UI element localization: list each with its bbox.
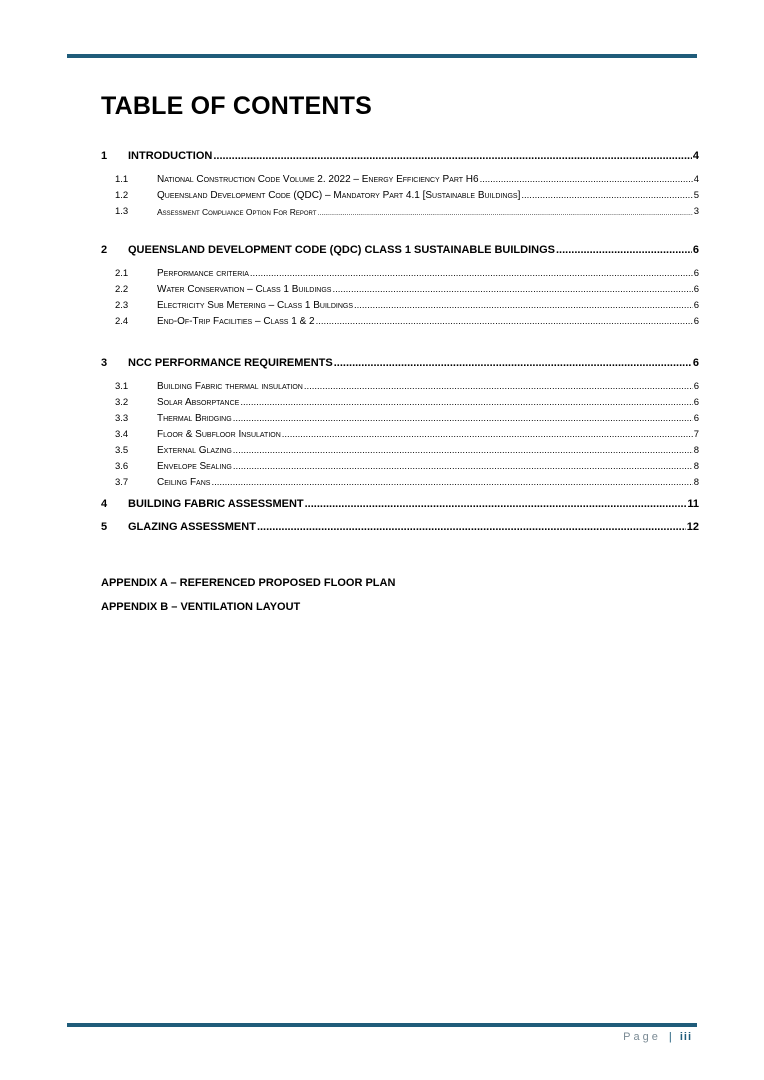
footer-page-number: iii (679, 1031, 692, 1043)
toc-number: 3.5 (115, 445, 129, 456)
toc-label: Ceiling Fans (157, 477, 211, 488)
toc-page: 5 (693, 190, 699, 201)
header-rule (67, 54, 697, 58)
toc-label: Solar Absorptance (157, 397, 240, 408)
toc-entry-3-5[interactable] (101, 445, 699, 456)
toc-leader (240, 397, 692, 408)
toc-page: 6 (693, 381, 699, 392)
toc-label: Electricity Sub Metering – Class 1 Buildings (157, 300, 353, 311)
toc-page: 4 (693, 174, 699, 185)
toc-leader (211, 477, 692, 488)
toc-label: INTRODUCTION (128, 150, 213, 162)
toc-label: Queensland Development Code (QDC) – Mandatory Part 4.1 [Sustainable Buildings] (157, 190, 521, 201)
toc-entry-3-6[interactable] (101, 461, 699, 472)
toc-label: Envelope Sealing (157, 461, 232, 472)
toc-label: External Glazing (157, 445, 232, 456)
toc-entry-1-1[interactable] (101, 174, 699, 185)
toc-leader (334, 357, 692, 369)
toc-entry-3-7[interactable] (101, 477, 699, 488)
toc-leader (317, 210, 692, 217)
toc-entry-5[interactable] (101, 521, 699, 533)
toc-entry-3[interactable] (101, 357, 699, 369)
footer-separator: | (668, 1031, 672, 1043)
toc-number: 5 (101, 521, 108, 533)
toc-leader (316, 316, 693, 327)
toc-page: 8 (693, 477, 699, 488)
toc-label: National Construction Code Volume 2. 2022 – Energy Efficiency Part H6 (157, 174, 479, 185)
toc-entry-3-4[interactable] (101, 429, 699, 440)
toc-label: Thermal Bridging (157, 413, 232, 424)
toc-entry-1-2[interactable] (101, 190, 699, 201)
toc-entry-1-3[interactable] (101, 206, 699, 217)
toc-number: 3 (101, 357, 108, 369)
toc-entry-3-3[interactable] (101, 413, 699, 424)
toc-entry-2-4[interactable] (101, 316, 699, 327)
toc-entry-4[interactable] (101, 498, 699, 510)
toc-leader (480, 174, 693, 185)
toc-label: Assessment Compliance Option For Report (157, 207, 317, 217)
toc-label: GLAZING ASSESSMENT (128, 521, 256, 533)
toc-page: 4 (692, 150, 699, 162)
toc-number: 3.1 (115, 381, 129, 392)
toc-leader (213, 150, 692, 162)
toc-number: 2 (101, 244, 108, 256)
toc-leader (521, 190, 692, 201)
toc-leader (332, 284, 692, 295)
toc-page: 6 (693, 300, 699, 311)
toc-entry-2-3[interactable] (101, 300, 699, 311)
toc-leader (354, 300, 693, 311)
toc-number: 1 (101, 150, 108, 162)
toc-leader (250, 268, 693, 279)
footer-page-word: Page (623, 1031, 661, 1043)
toc-entry-2-1[interactable] (101, 268, 699, 279)
toc-page: 6 (693, 284, 699, 295)
toc-number: 2.4 (115, 316, 129, 327)
toc-number: 3.7 (115, 477, 129, 488)
toc-label: Floor & Subfloor Insulation (157, 429, 281, 440)
toc-number: 4 (101, 498, 108, 510)
toc-entry-2-2[interactable] (101, 284, 699, 295)
toc-leader (304, 381, 693, 392)
toc-page: 11 (687, 498, 699, 510)
toc-page: 12 (686, 521, 699, 533)
toc-entry-3-1[interactable] (101, 381, 699, 392)
toc-leader (556, 244, 692, 256)
toc-label: End-Of-Trip Facilities – Class 1 & 2 (157, 316, 315, 327)
toc-page: 6 (693, 413, 699, 424)
toc-number: 2.1 (115, 268, 129, 279)
toc-leader (282, 429, 693, 440)
toc-label: Performance criteria (157, 268, 249, 279)
toc-entry-1[interactable] (101, 150, 699, 162)
toc-label: QUEENSLAND DEVELOPMENT CODE (QDC) CLASS 1 SUSTAINABLE BUILDINGS (128, 244, 555, 256)
toc-label: Water Conservation – Class 1 Buildings (157, 284, 332, 295)
toc-page: 6 (693, 397, 699, 408)
toc-page: 3 (693, 206, 699, 217)
toc-number: 3.2 (115, 397, 129, 408)
toc-leader (233, 461, 693, 472)
toc-page: 6 (692, 357, 699, 369)
toc-leader (257, 521, 686, 533)
toc-page: 8 (693, 461, 699, 472)
toc-number: 1.1 (115, 174, 129, 185)
toc-number: 1.3 (115, 206, 129, 217)
toc-number: 1.2 (115, 190, 129, 201)
page-footer (623, 1031, 692, 1043)
toc-leader (233, 445, 693, 456)
toc-number: 3.6 (115, 461, 129, 472)
toc-entry-2[interactable] (101, 244, 699, 256)
toc-page: 6 (693, 268, 699, 279)
toc-leader (305, 498, 687, 510)
toc-entry-3-2[interactable] (101, 397, 699, 408)
appendix-a[interactable]: APPENDIX A – REFERENCED PROPOSED FLOOR PLAN (101, 577, 396, 589)
toc-page: 8 (693, 445, 699, 456)
toc-number: 3.4 (115, 429, 129, 440)
toc-label: Building Fabric thermal insulation (157, 381, 303, 392)
toc-leader (233, 413, 693, 424)
toc-number: 2.2 (115, 284, 129, 295)
toc-page: 7 (693, 429, 699, 440)
toc-number: 2.3 (115, 300, 129, 311)
toc-page: 6 (692, 244, 699, 256)
appendix-b[interactable]: APPENDIX B – VENTILATION LAYOUT (101, 601, 301, 613)
toc-label: NCC PERFORMANCE REQUIREMENTS (128, 357, 333, 369)
page-title: TABLE OF CONTENTS (101, 92, 372, 120)
toc-page: 6 (693, 316, 699, 327)
footer-rule (67, 1023, 697, 1027)
toc-number: 3.3 (115, 413, 129, 424)
toc-label: BUILDING FABRIC ASSESSMENT (128, 498, 304, 510)
